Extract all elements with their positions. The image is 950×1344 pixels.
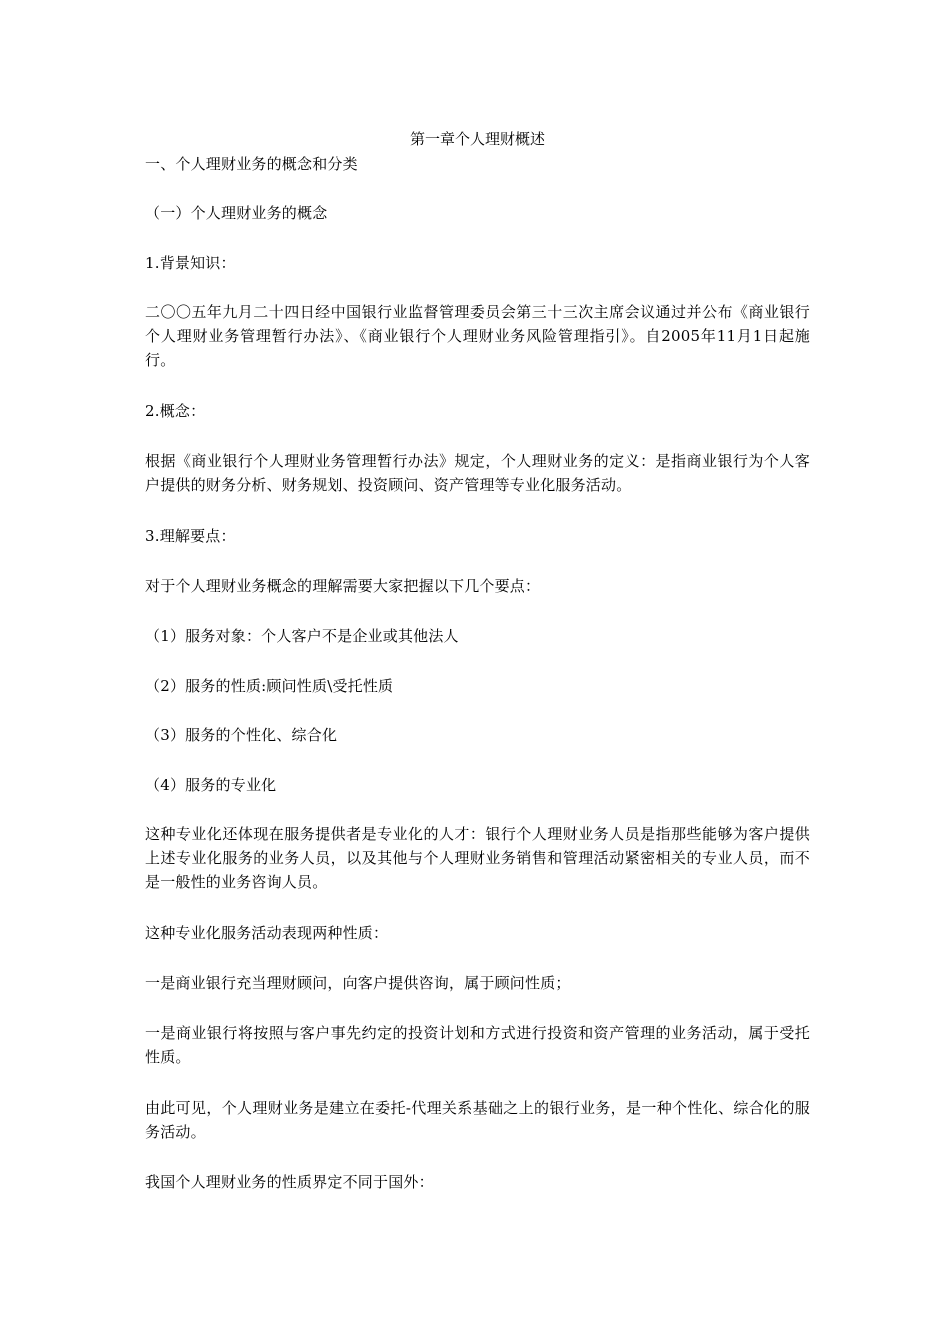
paragraph-professional-staff: 这种专业化还体现在服务提供者是专业化的人才：银行个人理财业务人员是指那些能够为客户提供上述专业化服务的业务人员，以及其他与个人理财业务销售和管理活动紧密相关的专业人员，而不是一般性的业务咨询人员。 xyxy=(145,825,810,891)
paragraph-trust-nature: 一是商业银行将按照与客户事先约定的投资计划和方式进行投资和资产管理的业务活动，属于受托性质。 xyxy=(145,1024,810,1066)
paragraph-conclusion: 由此可见，个人理财业务是建立在委托-代理关系基础之上的银行业务，是一种个性化、综合化的服务活动。 xyxy=(145,1099,810,1141)
paragraph-background: 二〇〇五年九月二十四日经中国银行业监督管理委员会第三十三次主席会议通过并公布《商业银行个人理财业务管理暂行办法》、《商业银行个人理财业务风险管理指引》。自2005年11月1日起施行。 xyxy=(145,303,810,369)
list-item-4: （4）服务的专业化 xyxy=(145,776,277,794)
paragraph-domestic-nature: 我国个人理财业务的性质界定不同于国外： xyxy=(145,1173,434,1191)
point-heading-background: 1.背景知识： xyxy=(145,254,236,272)
point-heading-key-points: 3.理解要点： xyxy=(145,527,236,545)
section-heading: 一、个人理财业务的概念和分类 xyxy=(145,155,358,173)
list-item-2: （2）服务的性质:顾问性质\受托性质 xyxy=(145,677,394,695)
paragraph-key-points-intro: 对于个人理财业务概念的理解需要大家把握以下几个要点： xyxy=(145,577,541,595)
chapter-title: 第一章个人理财概述 xyxy=(409,130,545,148)
subsection-heading: （一）个人理财业务的概念 xyxy=(145,204,328,222)
paragraph-advisory-nature: 一是商业银行充当理财顾问，向客户提供咨询，属于顾问性质； xyxy=(145,974,571,992)
paragraph-definition: 根据《商业银行个人理财业务管理暂行办法》规定，个人理财业务的定义：是指商业银行为个人客户提供的财务分析、财务规划、投资顾问、资产管理等专业化服务活动。 xyxy=(145,452,810,494)
paragraph-two-natures: 这种专业化服务活动表现两种性质： xyxy=(145,924,389,942)
list-item-1: （1）服务对象：个人客户不是企业或其他法人 xyxy=(145,627,459,645)
point-heading-concept: 2.概念： xyxy=(145,402,206,420)
list-item-3: （3）服务的个性化、综合化 xyxy=(145,726,338,744)
